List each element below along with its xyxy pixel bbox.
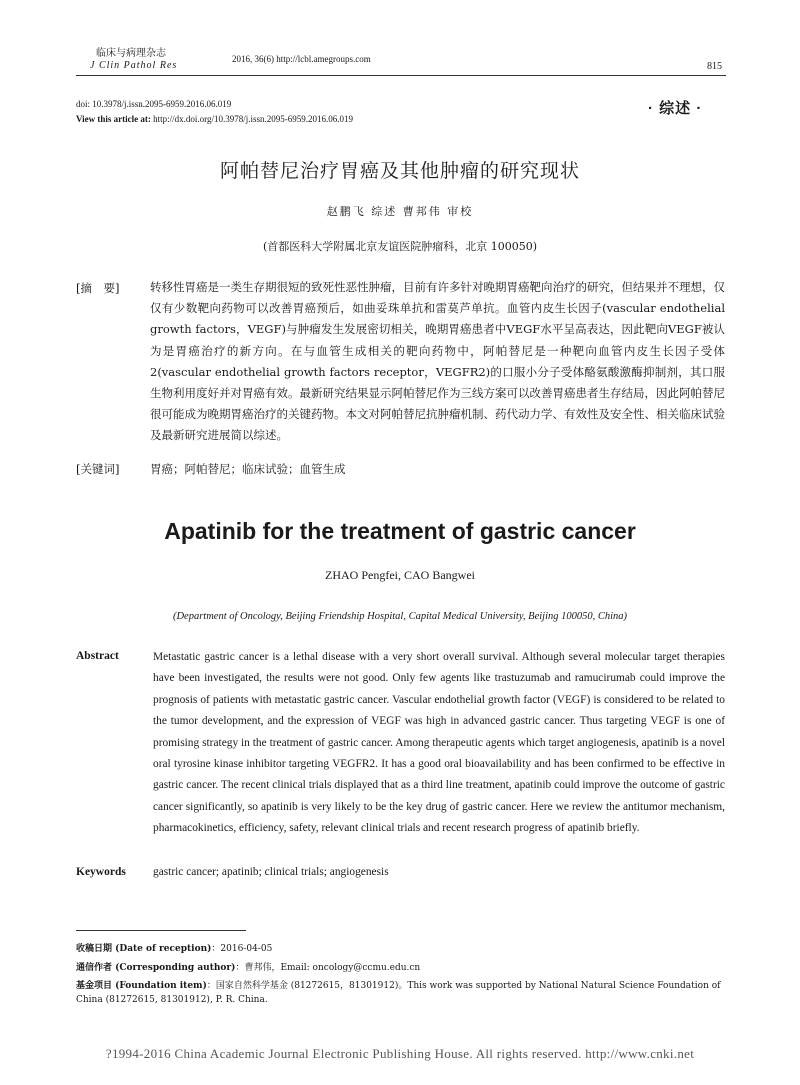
section-tag: · 综述 · — [648, 100, 703, 117]
page-number: 815 — [707, 61, 722, 72]
doi: doi: 10.3978/j.issn.2095-6959.2016.06.019 — [76, 99, 232, 109]
journal-name-cn: 临床与病理杂志 — [96, 48, 166, 59]
title-en: Apatinib for the treatment of gastric cancer — [164, 518, 636, 544]
authors-en: ZHAO Pengfei, CAO Bangwei — [325, 568, 475, 582]
footnote-divider — [76, 930, 246, 931]
authors-cn: 赵鹏飞 综述 曹邦伟 审校 — [326, 205, 474, 218]
received-label: 收稿日期 (Date of reception) — [76, 944, 212, 954]
header-divider — [76, 75, 726, 76]
journal-name-en: J Clin Pathol Res — [90, 60, 178, 71]
footnote-foundation — [76, 979, 726, 1007]
abstract-label-cn: [摘 要] — [76, 281, 120, 295]
keywords-en: gastric cancer; apatinib; clinical trials; angiogenesis — [153, 866, 389, 878]
view-article-link[interactable]: http://dx.doi.org/10.3978/j.issn.2095-6959.2016.06.019 — [150, 114, 353, 124]
keywords-cn: 胃癌；阿帕替尼；临床试验；血管生成 — [150, 462, 346, 476]
corresponding-value: ：曹邦伟，Email: oncology@ccmu.edu.cn — [235, 963, 421, 973]
foundation-value: ：国家自然科学基金 (81272615，81301912)。This work was supported by National Natural Science Foundation of China (81272615, 81301912), P. R. China. — [76, 981, 721, 1005]
title-cn: 阿帕替尼治疗胃癌及其他肿瘤的研究现状 — [219, 161, 580, 182]
affiliation-cn: (首都医科大学附属北京友谊医院肿瘤科，北京 100050) — [262, 240, 538, 253]
footnote-received — [76, 942, 726, 956]
corresponding-label: 通信作者 (Corresponding author) — [76, 963, 236, 973]
abstract-cn: 转移性胃癌是一类生存期很短的致死性恶性肿瘤，目前有许多针对晚期胃癌靶向治疗的研究，但结果并不理想，仅仅有少数靶向药物可以改善胃癌预后，如曲妥珠单抗和雷莫芦单抗。血管内皮生长因子(vascular endothelial growth factors，VEGF)与肿瘤发生发展密切相关，晚期胃癌患者中VEGF水平呈高表达，因此靶向VEGF被认为是胃癌治疗的新方向。在与血管生成相关的靶向药物中，阿帕替尼是一种靶向血管内皮生长因子受体2(vascular endothelial growth factors receptor，VEGFR2)的口服小分子受体酪氨酸激酶抑制剂，其口服生物利用度好并对胃癌有效。最新研究结果显示阿帕替尼作为三线方案可以改善胃癌患者生存结局，因此阿帕替尼很可能成为晚期胃癌治疗的关键药物。本文对阿帕替尼抗肿瘤机制、药代动力学、有效性及安全性、相关临床试验及最新研究进展简以综述。 — [150, 280, 725, 443]
copyright-line: ?1994-2016 China Academic Journal Electronic Publishing House. All rights reserved. http://www.cnki.net — [105, 1046, 695, 1061]
view-article-line — [76, 114, 353, 124]
keywords-label-en: Keywords — [76, 866, 126, 878]
keywords-label-cn: [关键词] — [76, 462, 120, 476]
foundation-label: 基金项目 (Foundation item) — [76, 981, 207, 991]
footnote-corresponding — [76, 961, 726, 975]
view-article-label: View this article at: — [76, 114, 151, 124]
received-value: ：2016-04-05 — [211, 944, 273, 954]
affiliation-en: (Department of Oncology, Beijing Friendship Hospital, Capital Medical University, Beijing 100050, China) — [172, 611, 628, 622]
issue-info: 2016, 36(6) http://lcbl.amegroups.com — [232, 54, 371, 64]
abstract-label-en: Abstract — [76, 650, 119, 662]
abstract-en: Metastatic gastric cancer is a lethal disease with a very short overall survival. Although several molecular target therapies have been investigated, the results were not good. Only few agents like trastuzumab and ramucirumab could improve the prognosis of patients with metastatic gastric cancer. Vascular endothelial growth factor (VEGF) is considered to be related to the tumor development, and the expression of VEGF was high in advanced gastric cancer. Thus targeting VEGF is one of promising strategy in the treatment of gastric cancer. Among therapeutic agents which target angiogenesis, apatinib is a novel oral tyrosine kinase inhibitor targeting VEGFR2. It has a good oral bioavailability and has been confirmed to be effective in gastric cancer. The recent clinical trials displayed that as a third line treatment, apatinib could improve the outcome of gastric cancer significantly, so apatinib is very likely to be the key drug of gastric cancer. Here we review the antitumor mechanism, pharmacokinetics, efficiency, safety, relevant clinical trials and recent research progress of apatinib briefly. — [153, 651, 725, 835]
